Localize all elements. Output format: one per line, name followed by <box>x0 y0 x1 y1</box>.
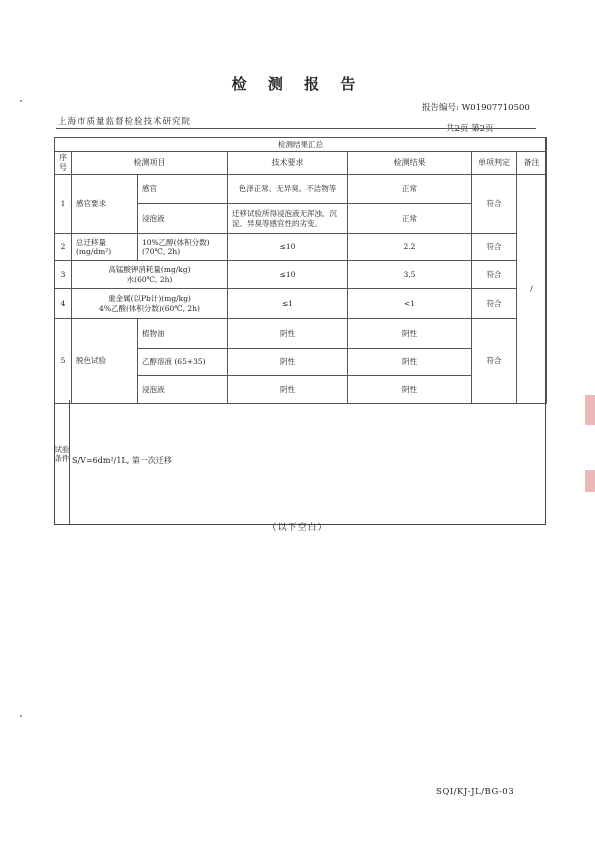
item-name: 重金属(以Pb计)(mg/kg) 4%乙酸(体积分数)(60℃, 2h) <box>72 289 228 319</box>
report-number: 报告编号: W01907710500 <box>422 103 530 113</box>
result-cell: <1 <box>348 289 472 319</box>
table-row <box>55 261 547 289</box>
seal-edge-mark <box>585 395 595 425</box>
row-number: 3 <box>55 261 72 289</box>
result-cell: 阴性 <box>348 349 472 376</box>
header-verdict: 单项判定 <box>472 152 517 175</box>
header-divider <box>56 128 536 129</box>
header-remark: 备注 <box>517 152 547 175</box>
requirement-cell: 阴性 <box>228 376 348 404</box>
organization-name: 上海市质量监督检验技术研究院 <box>58 117 192 127</box>
seal-edge-mark <box>585 470 595 492</box>
requirement-cell: 阴性 <box>228 319 348 349</box>
table-caption: 检测结果汇总 <box>55 138 547 152</box>
requirement-cell: ≤10 <box>228 261 348 289</box>
requirement-cell: 阴性 <box>228 349 348 376</box>
item-name: 脱色试验 <box>72 319 138 404</box>
row-number: 1 <box>55 175 72 234</box>
requirement-cell: 迁移试验所得浸泡液无浑浊、沉淀、异臭等感官性的劣变。 <box>228 204 348 234</box>
result-cell: 3.5 <box>348 261 472 289</box>
item-name: 感官要求 <box>72 175 138 234</box>
header-item: 检测项目 <box>72 152 228 175</box>
requirement-cell: 色泽正常、无异臭、不洁物等 <box>228 175 348 204</box>
table-row <box>55 175 547 204</box>
results-table <box>54 137 547 404</box>
form-code: SQI/KJ-JL/BG-03 <box>436 787 515 797</box>
result-cell: 正常 <box>348 175 472 204</box>
result-cell: 2.2 <box>348 234 472 261</box>
header-no: 序号 <box>55 152 72 175</box>
verdict-cell: 符合 <box>472 175 517 234</box>
row-number: 5 <box>55 319 72 404</box>
row-number: 2 <box>55 234 72 261</box>
header-result: 检测结果 <box>348 152 472 175</box>
item-name: 高锰酸钾消耗量(mg/kg) 水(60℃, 2h) <box>72 261 228 289</box>
test-condition: 10%乙醇(体积分数) (70℃, 2h) <box>138 234 228 261</box>
verdict-cell: 符合 <box>472 261 517 289</box>
verdict-cell: 符合 <box>472 319 517 404</box>
table-row <box>55 289 547 319</box>
header-requirement: 技术要求 <box>228 152 348 175</box>
sub-item-name: 乙醇溶液 (65+35) <box>138 349 228 376</box>
scan-mark <box>20 715 22 717</box>
sub-item-name: 浸泡液 <box>138 204 228 234</box>
sub-item-name: 植物油 <box>138 319 228 349</box>
report-title: 检 测 报 告 <box>231 75 364 93</box>
remark-cell: / <box>517 175 547 404</box>
table-row <box>55 234 547 261</box>
scan-mark <box>20 100 22 102</box>
sub-item-name: 感官 <box>138 175 228 204</box>
page-info: 共2页 第2页 <box>446 124 494 134</box>
requirement-cell: ≤1 <box>228 289 348 319</box>
requirement-cell: ≤10 <box>228 234 348 261</box>
verdict-cell: 符合 <box>472 234 517 261</box>
table-row <box>55 319 547 349</box>
table-header-row <box>55 152 547 175</box>
blank-below-note: （以下空白） <box>267 523 328 533</box>
item-name: 总迁移量 (mg/dm²) <box>72 234 138 261</box>
row-number: 4 <box>55 289 72 319</box>
verdict-cell: 符合 <box>472 289 517 319</box>
table-caption-row <box>55 138 547 152</box>
test-conditions-label: 试验 条件 <box>54 445 70 463</box>
result-cell: 阴性 <box>348 376 472 404</box>
sub-item-name: 浸泡液 <box>138 376 228 404</box>
result-cell: 阴性 <box>348 319 472 349</box>
result-cell: 正常 <box>348 204 472 234</box>
test-conditions-text: S/V=6dm²/1L, 第一次迁移 <box>72 456 172 465</box>
